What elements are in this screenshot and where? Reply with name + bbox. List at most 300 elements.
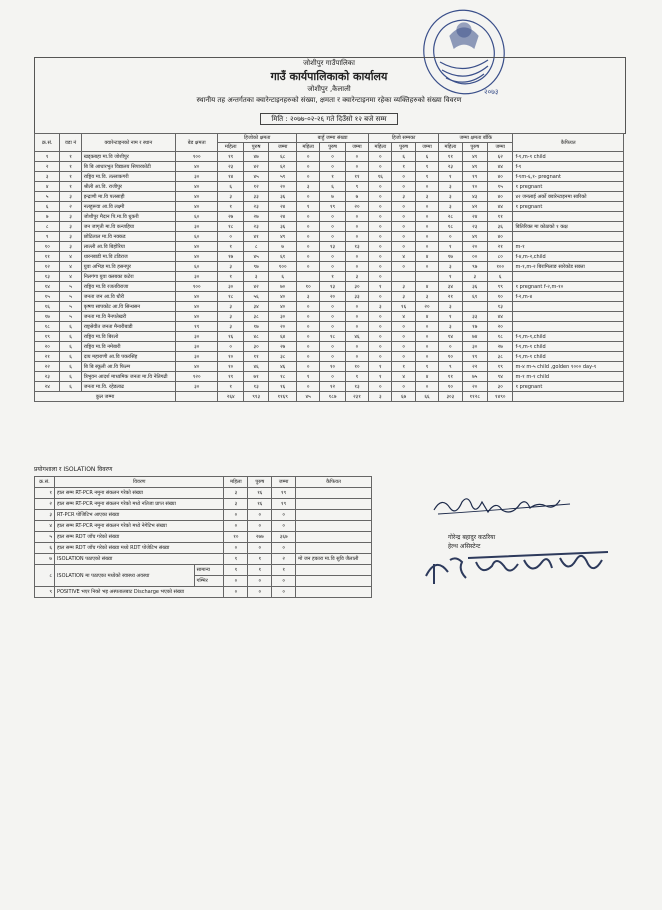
cell-sn: १३ [35,272,60,282]
cell-i: ४ [415,312,438,322]
cell-c: ५९ [269,172,297,182]
iso-cell-m: ० [248,576,272,587]
cell-name: बि बि आधारभुत विद्यालय सिपारकोटी [81,162,175,172]
cell-h: ४ [392,372,415,382]
cell-g: ० [369,242,392,252]
cell-rem: १ pregnant f-२,m-१० [513,282,624,292]
cell-g: १ [369,362,392,372]
cell-c: ३६ [269,192,297,202]
iso-cell-t: १९ [272,499,296,510]
iso-cell-f: १ [224,554,248,565]
iso-cell-f: ० [224,587,248,598]
cell-name: राष्ट्रिय मा.वि बिरलो [81,332,175,342]
group-header: बाहुँ जम्मा संख्या [296,134,368,143]
cell-d: ० [296,222,319,232]
cell-i: ४ [415,372,438,382]
cell-d: ३ [296,182,319,192]
cell-rem [513,302,624,312]
cell-g: ० [369,212,392,222]
cell-e: १० [320,362,345,372]
cell-sn: ३ [35,172,60,182]
cell-d: ० [296,152,319,162]
cell-c: १८ [269,372,297,382]
cell-rem [513,312,624,322]
cell-rem: १ pregnant [513,182,624,192]
cell-beds: ३० [176,172,218,182]
cell-f: ० [345,212,368,222]
cell-j: १ [439,242,462,252]
cell-beds: ४० [176,312,218,322]
cell-name: जनता जन आ.वि धौरी [81,292,175,302]
cell-e: ० [320,252,345,262]
cell-l: ९९ [487,282,512,292]
sub-header: महिला [296,143,319,152]
table-row [35,252,624,262]
cell-i: ० [415,202,438,212]
cell-c: ६ [269,272,297,282]
cell-i: ० [415,182,438,192]
table-row [35,272,624,282]
cell-c: ३६ [269,222,297,232]
isolation-heading: प्रयोगशाला र ISOLATION विवरण [34,466,113,473]
cell-k: २२ [462,362,487,372]
cell-f: ० [345,342,368,352]
cell-a: ३ [218,192,243,202]
table-row [35,162,624,172]
cell-beds: ४० [176,302,218,312]
cell-j: ११ [439,372,462,382]
cell-sn: ७ [35,212,60,222]
cell-h: ० [392,262,415,272]
cell-l: ११ [487,212,512,222]
cell-d: ० [296,212,319,222]
cell-f: ३३ [345,292,368,302]
cell-f: ० [345,232,368,242]
cell-j: १८ [439,222,462,232]
cell-sn: १ [35,152,60,162]
iso-col-sn: क्र.सं. [35,477,55,488]
cell-ward: ६ [60,382,81,392]
cell-ward: ४ [60,252,81,262]
cell-e: ० [320,232,345,242]
cell-sn: ११ [35,252,60,262]
cell-e: ० [320,222,345,232]
table-row [35,182,624,192]
cell-i: ६ [415,152,438,162]
cell-d: ० [296,232,319,242]
signatory-title: हेल्थ असिस्टेन्ट [448,543,481,550]
cell-b: ४२ [243,162,268,172]
cell-rem: ४२ जनलाई अर्को क्वारेन्टाइनमा सारिको [513,192,624,202]
cell-rem: m-१ [513,242,624,252]
cell-ward: ६ [60,352,81,362]
cell-d: ० [296,362,319,372]
cell-h: १६ [392,302,415,312]
cell-sn: २२ [35,362,60,372]
cell-g: ० [369,232,392,242]
cell-c: १६ [269,382,297,392]
cell-b: २३ [243,202,268,212]
cell-sn: १८ [35,322,60,332]
cell-rem: m-१ m-१ child [513,372,624,382]
cell-f: ० [345,322,368,332]
cell-g: ३ [369,302,392,312]
cell-a: ३ [218,262,243,272]
iso-cell-sn: ४ [35,521,55,532]
cell-a: १६ [218,332,243,342]
cell-rem: f-४,m-२,child [513,252,624,262]
cell-h: ० [392,342,415,352]
table-row [35,312,624,322]
iso-cell-t: ० [272,521,296,532]
cell-beds: ४० [176,252,218,262]
iso-cell-m: ० [248,543,272,554]
cell-c: ६८ [269,152,297,162]
cell-l: १३ [487,302,512,312]
cell-k: ३३ [462,312,487,322]
iso-cell-t: ३६७ [272,532,296,543]
cell-e: ० [320,342,345,352]
cell-c: २० [269,322,297,332]
group-header: हिजोको क्षमता [218,134,297,143]
cell-c: ७० [269,282,297,292]
sub-header: जम्मा [345,143,368,152]
cell-sn: ९ [35,232,60,242]
iso-cell-t: ० [272,510,296,521]
cell-name: जोशीपुर मैदान पि.मा.वि धुकरी [81,212,175,222]
cell-d: ० [296,352,319,362]
total-e: १८७ [320,392,345,402]
cell-beds: ११ [176,322,218,332]
cell-f: ४६ [345,332,368,342]
cell-j: २१ [439,292,462,302]
cell-e: ० [320,302,345,312]
totals-row [35,392,624,402]
cell-i: ३ [415,192,438,202]
cell-f: ० [345,262,368,272]
cell-rem: f-१,m-१ child [513,152,624,162]
sub-header: महिला [369,143,392,152]
col-sn: क्र.सं. [35,134,60,152]
iso-cell-sub: सामान्य [194,565,224,576]
cell-e: २० [320,292,345,302]
sub-header: पुरुष [320,143,345,152]
cell-h: १ [392,162,415,172]
cell-sn: १७ [35,312,60,322]
cell-f: ० [345,302,368,312]
sub-header: जम्मा [415,143,438,152]
iso-cell-m: १ [248,554,272,565]
cell-ward: १ [60,182,81,192]
cell-k: ६१ [462,292,487,302]
table-row [35,302,624,312]
report-date: मिति : २०७७-०२-२६ गते दिउँसो १२ बजे सम्म [260,113,397,125]
cell-e: ० [320,152,345,162]
cell-f: १३ [345,382,368,392]
iso-row [35,521,372,532]
cell-g: १ [369,372,392,382]
cell-k: ११ [462,352,487,362]
cell-rem: f-१,m-१,child [513,332,624,342]
cell-g: ० [369,202,392,212]
cell-name: जनता मा.वि नैनपतेखरी [81,312,175,322]
cell-j: १० [439,352,462,362]
cell-ward: ६ [60,342,81,352]
iso-cell-m: १६ [248,488,272,499]
sub-header: पुरुष [462,143,487,152]
iso-cell-sub: गम्भिर [194,576,224,587]
cell-l: ९४ [487,372,512,382]
cell-k: १९ [462,172,487,182]
iso-cell-desc: ISOLATION पठाएको संख्या [54,554,224,565]
cell-ward: ६ [60,372,81,382]
cell-b: ५६ [243,292,268,302]
cell-l: ४४ [487,202,512,212]
cell-a: ० [218,342,243,352]
iso-cell-rem [296,521,372,532]
cell-a: १ [218,242,243,252]
total-h: ६७ [392,392,415,402]
cell-h: ३ [392,292,415,302]
iso-cell-m: ० [248,510,272,521]
iso-cell-f: १ [224,565,248,576]
table-row [35,262,624,272]
iso-col-desc: विवरण [54,477,224,488]
iso-cell-rem [296,576,372,587]
cell-sn: १४ [35,282,60,292]
total-d: ४५ [296,392,319,402]
cell-k: ०० [462,252,487,262]
cell-l: १५ [487,182,512,192]
cell-beds: ४० [176,292,218,302]
cell-e: ० [320,312,345,322]
cell-i: ० [415,332,438,342]
iso-cell-f: ० [224,576,248,587]
cell-a: ३ [218,322,243,332]
cell-ward: ३ [60,232,81,242]
table-row [35,212,624,222]
cell-l: ३६ [487,222,512,232]
cell-l: ३० [487,382,512,392]
cell-sn: ५ [35,192,60,202]
cell-h: ० [392,242,415,252]
cell-b: ११ [243,352,268,362]
cell-beds: ४० [176,202,218,212]
total-f: २३१ [345,392,368,402]
cell-j: ३ [439,202,462,212]
cell-name: छोटिलाल मा.वि नक्कड [81,232,175,242]
cell-h: ० [392,382,415,392]
cell-i: ० [415,212,438,222]
cell-e: ० [320,262,345,272]
cell-f: ० [345,162,368,172]
cell-l: ४० [487,192,512,202]
cell-l: ६२ [487,152,512,162]
cell-f: १३ [345,242,368,252]
cell-i: १ [415,172,438,182]
cell-k: २० [462,242,487,252]
iso-row [35,510,372,521]
cell-h: ० [392,332,415,342]
table-row [35,152,624,162]
cell-rem: f-१m-६,१- pregnant [513,172,624,182]
table-row [35,202,624,212]
total-b: ९१३ [243,392,268,402]
table-row [35,222,624,232]
health-section-chief-stamp [420,550,610,586]
cell-l: १९ [487,362,512,372]
iso-cell-sn: १ [35,488,55,499]
cell-l: २० [487,322,512,332]
cell-h: ४ [392,252,415,262]
cell-e: १३ [320,242,345,252]
cell-e: १८ [320,332,345,342]
cell-d: ० [296,242,319,252]
iso-cell-sn: ८ [35,565,55,587]
cell-f: ११ [345,172,368,182]
iso-cell-desc: हाल सम्म RT-PCR नमुना संकलन गरेको मध्ये नतिजा प्राप्त संख्या [54,499,224,510]
cell-f: ९ [345,182,368,192]
cell-e: ६ [320,182,345,192]
cell-beds: ६० [176,232,218,242]
cell-l: ३८ [487,352,512,362]
iso-cell-desc: हाल सम्म RDT जाँच गरेको संख्या [54,532,224,543]
cell-h: ० [392,212,415,222]
iso-cell-desc: हाल सम्म RDT जाँच गरेको संख्या मध्ये RDT पोजेटिभ संख्या [54,543,224,554]
cell-i: २० [415,302,438,312]
cell-d: ० [296,252,319,262]
cell-g: ० [369,332,392,342]
total-k: ११२८ [462,392,487,402]
cell-j: २३ [439,162,462,172]
cell-c: ३० [269,312,297,322]
cell-g: ० [369,182,392,192]
iso-cell-f: ० [224,510,248,521]
cell-d [296,272,319,282]
cell-h: ० [392,202,415,212]
cell-name: धारनबाडी मा.वि टडिराज [81,252,175,262]
cell-e: ० [320,372,345,382]
iso-cell-rem [296,543,372,554]
cell-beds: ३० [176,352,218,362]
cell-b: २३ [243,222,268,232]
iso-cell-sn: २ [35,499,55,510]
cell-ward: ६ [60,362,81,372]
cell-k: ४१ [462,232,487,242]
iso-cell-sn: ६ [35,543,55,554]
cell-i: ० [415,262,438,272]
cell-b: ८ [243,242,268,252]
cell-j: ३ [439,262,462,272]
cell-name: जनता मा.वि. रहेडलाढ [81,382,175,392]
signatory-name: गोरेन्द्र बहादुर कठरिया [448,534,496,541]
cell-l: ८० [487,252,512,262]
cell-k: ४१ [462,152,487,162]
iso-row [35,587,372,598]
svg-text:२०७३: २०७३ [484,88,499,96]
cell-d: १ [296,372,319,382]
total-beds [176,392,218,402]
cell-a: १ [218,382,243,392]
sub-header: महिला [218,143,243,152]
cell-l: ४४ [487,312,512,322]
cell-e: १ [320,272,345,282]
cell-k: ९७ [462,262,487,272]
cell-e: ० [320,162,345,172]
cell-c: ४६ [269,362,297,372]
total-a: २६४ [218,392,243,402]
cell-f: ३० [345,282,368,292]
iso-cell-rem [296,587,372,598]
iso-col-t: जम्मा [272,477,296,488]
iso-cell-f: ३ [224,499,248,510]
cell-h: ३ [392,192,415,202]
cell-sn: १५ [35,292,60,302]
cell-b: ४६ [243,362,268,372]
cell-a: २३ [218,162,243,172]
cell-g: ० [369,292,392,302]
cell-f: ० [345,352,368,362]
cell-l: ४४ [487,162,512,172]
cell-i: ० [415,342,438,352]
cell-j: ३ [439,322,462,332]
iso-cell-rem [296,565,372,576]
cell-a: ११ [218,372,243,382]
cell-a: १७ [218,252,243,262]
cell-e: १२ [320,382,345,392]
cell-k: ७५ [462,372,487,382]
cell-beds: ३० [176,382,218,392]
sub-header: जम्मा [487,143,512,152]
cell-ward: ३ [60,222,81,232]
total-j: ३०३ [439,392,462,402]
iso-cell-t: ० [272,587,296,598]
cell-e: ० [320,352,345,362]
cell-rem: बितिरिक्त मा कोठाको १ कक्ष [513,222,624,232]
cell-j: १ [439,312,462,322]
cell-h: ० [392,232,415,242]
table-row [35,342,624,352]
table-row [35,172,624,182]
cell-sn: २४ [35,382,60,392]
cell-l: १८ [487,332,512,342]
cell-k: २० [462,382,487,392]
cell-b: ३८ [243,312,268,322]
cell-beds: ४० [176,162,218,172]
cell-g: ० [369,222,392,232]
table-row [35,352,624,362]
cell-f: ० [345,152,368,162]
iso-col-f: महिला [224,477,248,488]
cell-e: ७ [320,192,345,202]
cell-j: ९ [439,362,462,372]
table-row [35,372,624,382]
iso-cell-rem [296,532,372,543]
cell-j: ३ [439,302,462,312]
cell-a: १८ [218,222,243,232]
table-row [35,232,624,242]
cell-d: ० [296,192,319,202]
cell-name: दाय महाराणी आ.वि पकरसिंह [81,352,175,362]
cell-e: १३ [320,282,345,292]
cell-f: ० [345,252,368,262]
signatory [448,533,495,551]
cell-ward: ६ [60,332,81,342]
cell-sn: १२ [35,262,60,272]
cell-i: ० [415,382,438,392]
iso-cell-m: १ [248,565,272,576]
cell-l: २७ [487,342,512,352]
